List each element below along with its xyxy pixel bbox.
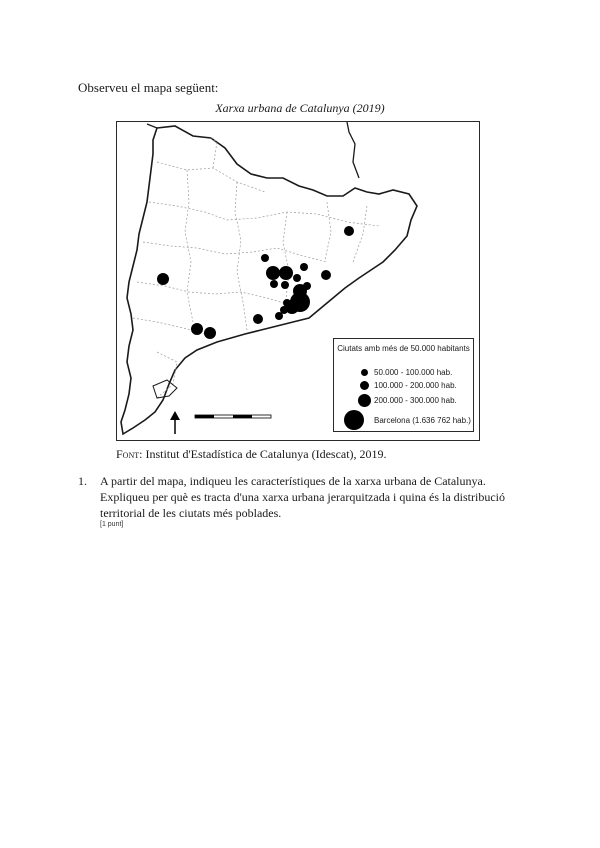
city-mollet	[293, 274, 301, 282]
city-terrassa	[266, 266, 280, 280]
city-mataro	[321, 270, 331, 280]
city-granollers	[300, 263, 308, 271]
city-manresa	[261, 254, 269, 262]
legend-label: 50.000 - 100.000 hab.	[374, 368, 453, 377]
map-legend	[333, 338, 474, 432]
city-lleida	[157, 273, 169, 285]
question-1	[78, 473, 528, 521]
legend-label: 200.000 - 300.000 hab.	[374, 396, 457, 405]
legend-symbol-large	[358, 394, 371, 407]
city-girona	[344, 226, 354, 236]
city-castelldefels	[275, 312, 283, 320]
city-reus	[191, 323, 203, 335]
legend-item	[334, 394, 457, 407]
legend-title: Ciutats amb més de 50.000 habitants	[337, 344, 470, 353]
legend-label: Barcelona (1.636 762 hab.)	[374, 415, 471, 425]
intro-text: Observeu el mapa següent:	[78, 80, 219, 95]
question-text: A partir del mapa, indiqueu les característiques de la xarxa urbana de Catalunya. Expliqueu per què es tracta d'una xarxa urbana jerarquitzada i quina és la distribució territorial de les ciutats més poblades.	[100, 474, 505, 520]
question-number: 1.	[78, 474, 87, 488]
map-title: Xarxa urbana de Catalunya (2019)	[215, 101, 385, 115]
legend-symbol-barcelona	[344, 410, 364, 430]
map-source	[116, 447, 387, 462]
question-points: [1 punt]	[100, 521, 124, 528]
city-sabadell	[279, 266, 293, 280]
legend-item	[334, 381, 457, 390]
city-rubi	[270, 280, 278, 288]
legend-symbol-small	[361, 369, 368, 376]
source-text: Institut d'Estadística de Catalunya (Idescat), 2019.	[142, 447, 387, 461]
city-santa-coloma	[303, 282, 311, 290]
source-prefix: Font:	[116, 447, 143, 461]
map	[116, 121, 480, 441]
legend-label: 100.000 - 200.000 hab.	[374, 381, 457, 390]
legend-symbol-medium	[360, 381, 369, 390]
north-arrow-icon	[170, 411, 180, 434]
city-tarragona	[204, 327, 216, 339]
legend-item	[334, 368, 453, 377]
legend-item	[334, 410, 471, 430]
city-vilanova	[253, 314, 263, 324]
city-sant-cugat	[281, 281, 289, 289]
scale-bar	[195, 415, 271, 418]
city-cornella	[283, 299, 291, 307]
